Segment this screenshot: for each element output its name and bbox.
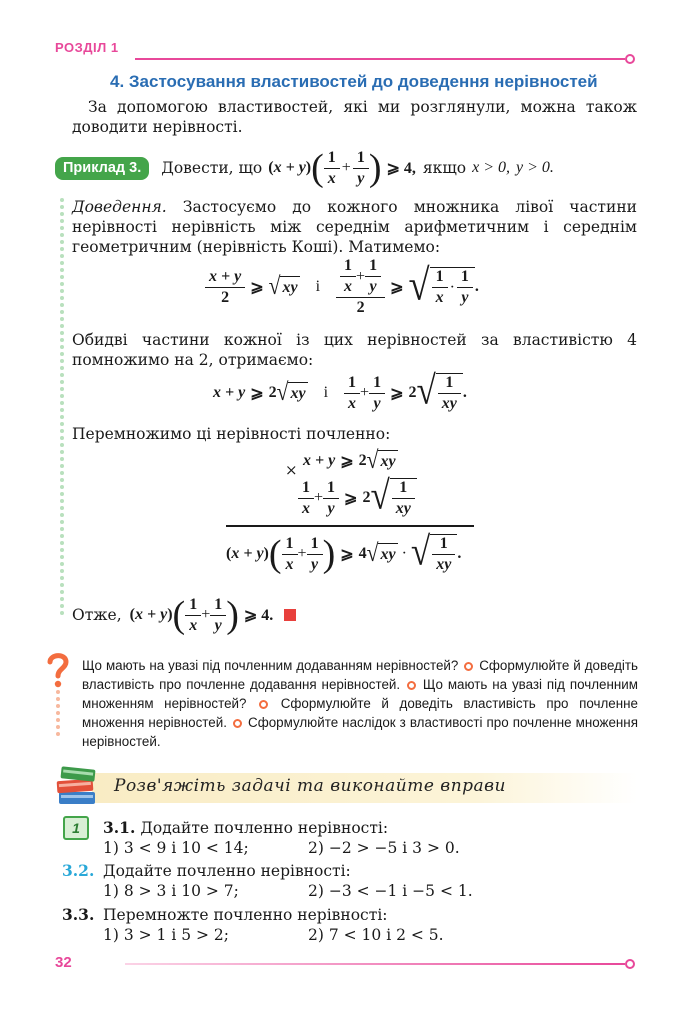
bullet-ring-icon — [233, 719, 242, 728]
proof-paragraph-1: Доведення. Застосуємо до кожного множника лівої частини нерівності нерівність між середнім арифметичним і середнім геометричним (нерівність Коші). Матимемо: — [72, 198, 637, 256]
header-rule-end — [625, 54, 635, 64]
exercises-heading: Розв'яжіть задачі та виконайте вправи — [114, 776, 507, 796]
example-label: Приклад 3. — [55, 157, 149, 180]
proof-conclusion: Отже, ( x + y ) ( $\frac{1}{x}$ + $\frac{1}{y}$ ) ⩾ 4. — [72, 590, 296, 640]
example-condition-word: якщо — [422, 159, 467, 177]
page-number: 32 — [55, 954, 72, 971]
multiply-result: ( x + y ) ( $\frac{1}{x}$ + $\frac{1}{y}$ ) ⩾ 4 √ xy · √ $\frac{1}{xy}$ . — [226, 528, 462, 575]
proof-paragraph-3: Перемножимо ці нерівності почленно: — [72, 425, 391, 443]
task-3-1: 3.1. Додайте почленно нерівності: 1) 3 < 9 і 10 < 14; 2) −2 > −5 і 3 > 0. — [103, 818, 460, 857]
proof-paragraph-2: Обидві частини кожної із цих нерівностей за властивістю 4 помножимо на 2, отримаємо: — [72, 331, 637, 369]
example-statement — [55, 143, 655, 193]
multiply-sign: × — [285, 461, 298, 479]
bullet-ring-icon — [464, 662, 473, 671]
questions-margin-dots — [56, 690, 61, 740]
books-icon — [55, 762, 99, 808]
review-questions: Що мають на увазі під почленним додаванням нерівностей? Сформулюйте й доведіть властивість про почленне додавання нерівностей. Що мають на увазі під почленним множенням нерівностей? Сформулюйте й доведіть властивість про почленне множення нерівностей. Сформулюйте наслідок з властивості про почленне множення нерівностей. — [82, 658, 638, 749]
section-title: 4. Застосування властивостей до доведення нерівностей — [110, 72, 598, 91]
bullet-ring-icon — [407, 681, 416, 690]
multiply-row-1: x + y ⩾ 2 √ xy — [303, 446, 396, 474]
footer-rule-end — [625, 959, 635, 969]
proof-word: Доведення. — [72, 198, 167, 216]
bullet-ring-icon — [259, 700, 268, 709]
example-prefix: Довести, що — [161, 159, 263, 177]
multiply-row-2: $\frac{1}{x}$ + $\frac{1}{y}$ ⩾ 2 √ $\frac{1}{xy}$ — [298, 474, 417, 522]
task-3-2: 3.2. Додайте почленно нерівності: 1) 8 > 3 і 10 > 7; 2) −3 < −1 і −5 < 1. — [62, 861, 473, 900]
proof-margin-dots — [60, 198, 65, 618]
task-number: 3.1. — [103, 818, 136, 837]
doubled-inequalities: x + y ⩾ 2 √ xy і $\frac{1}{x}$ + $\frac{1}{y}$ ⩾ 2 √ $\frac{1}{xy}$ . — [213, 367, 467, 413]
task-3-3: 3.3. Перемножте почленно нерівності: 1) 3 > 1 і 5 > 2; 2) 7 < 10 і 2 < 5. — [62, 905, 444, 944]
multiply-rule — [226, 525, 474, 527]
section-label: РОЗДІЛ 1 — [55, 40, 119, 55]
question-mark-icon — [44, 650, 72, 690]
task-number: 3.3. — [62, 905, 95, 924]
header-rule — [135, 58, 625, 60]
cauchy-inequalities: $\frac{x + y}{2}$ ⩾ √ xy і $\frac{1}{x}$ + $\frac{1}{y}$ 2 ⩾ √ $\frac{1}{x}$ · $\frac{1}{y}$ . — [205, 252, 525, 322]
task-number: 3.2. — [62, 861, 95, 880]
example-formula: ( x + y ) ( $\frac{1}{x}$ + $\frac{1}{y}$ ) ⩾ 4, — [268, 147, 416, 189]
level-badge: 1 — [63, 816, 89, 840]
example-condition-1: x > 0, — [472, 159, 510, 176]
footer-rule — [125, 963, 625, 965]
intro-paragraph: За допомогою властивостей, які ми розглянули, можна також доводити нерівності. — [72, 98, 637, 136]
example-condition-2: y > 0. — [516, 159, 554, 176]
end-of-proof-square — [284, 609, 296, 621]
